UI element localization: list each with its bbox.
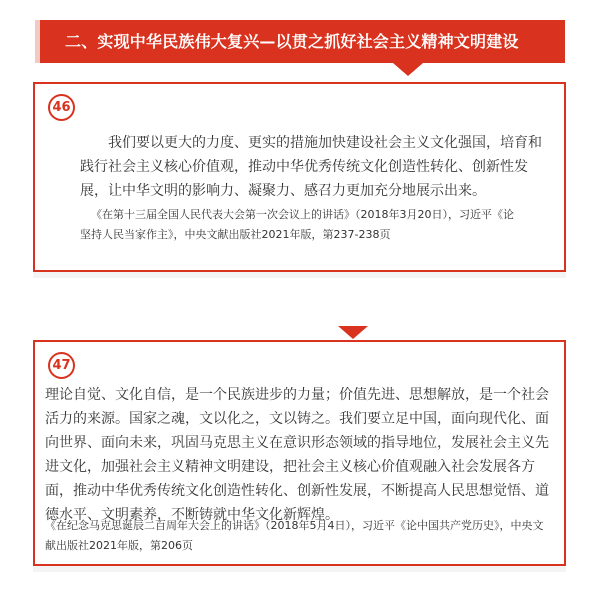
quote-source: 《在第十三届全国人民代表大会第一次会议上的讲话》（2018年3月20日），习近平《论坚持人民当家作主》，中央文献出版社2021年版，第237-238页 bbox=[80, 208, 514, 241]
quote-body: 我们要以更大的力度、更实的措施加快建设社会主义文化强国，培育和践行社会主义核心价值观，推动中华优秀传统文化创造性转化、创新性发展，让中华文明的影响力、凝聚力、感召力更加充分地展示出来。 bbox=[80, 135, 542, 199]
section-title: 二、实现中华民族伟大复兴—以贯之抓好社会主义精神文明建设 bbox=[65, 32, 519, 51]
quote-card-46 bbox=[33, 82, 566, 272]
card-shadow bbox=[33, 566, 566, 572]
quote-body: 理论自觉、文化自信，是一个民族进步的力量；价值先进、思想解放，是一个社会活力的来源。国家之魂，文以化之，文以铸之。我们要立足中国，面向现代化、面向世界、面向未来，巩固马克思主义在意识形态领域的指导地位，发展社会主义先进文化，加强社会主义精神文明建设，把社会主义核心价值观融入社会发展各方面，推动中华优秀传统文化创造性转化、创新性发展，不断提高人民思想觉悟、道德水平、文明素养，不断铸就中华文化新辉煌。 bbox=[45, 387, 549, 523]
arrow-down-icon bbox=[393, 63, 423, 76]
card-shadow bbox=[33, 272, 566, 278]
quote-number-badge: 46 bbox=[48, 94, 75, 121]
arrow-down-icon bbox=[338, 326, 368, 339]
quote-source: 《在纪念马克思诞辰二百周年大会上的讲话》（2018年5月4日），习近平《论中国共产党历史》，中央文献出版社2021年版，第206页 bbox=[45, 519, 544, 552]
quote-card-47 bbox=[33, 340, 566, 566]
header-stripe bbox=[35, 20, 40, 63]
section-header bbox=[35, 20, 565, 63]
quote-number-badge: 47 bbox=[48, 352, 75, 379]
